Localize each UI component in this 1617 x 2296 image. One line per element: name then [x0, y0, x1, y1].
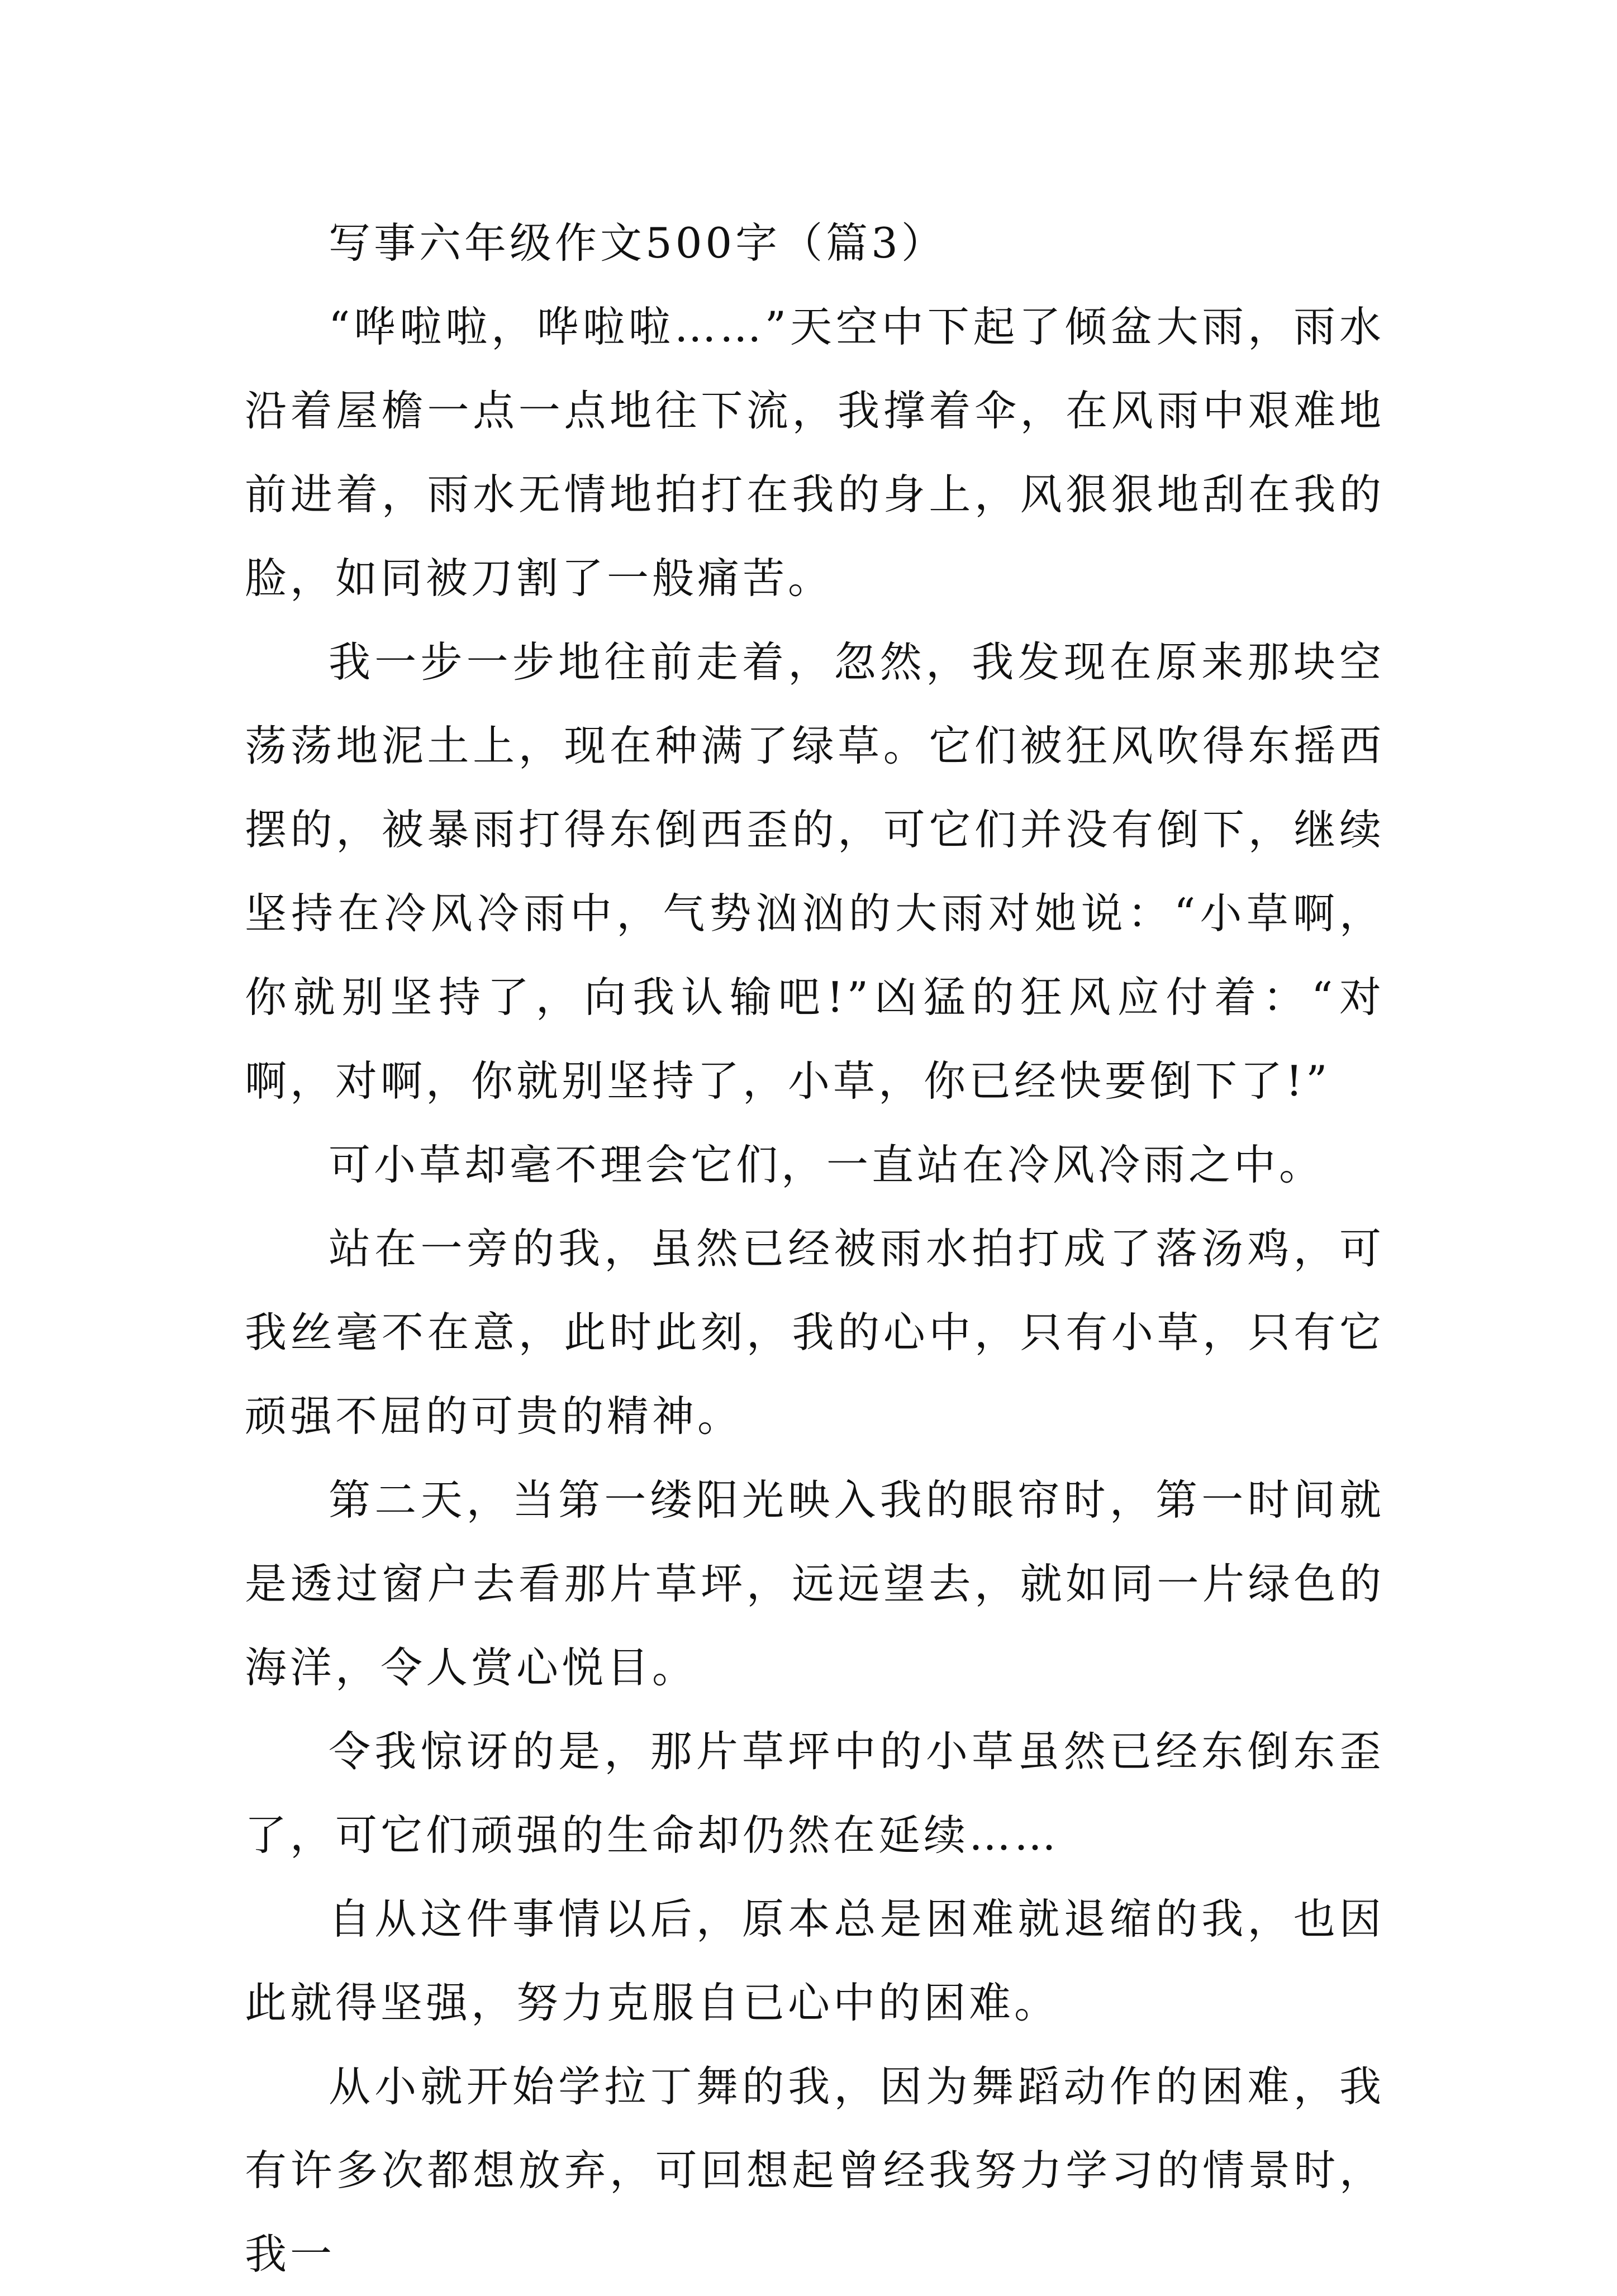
paragraph-5: 第二天，当第一缕阳光映入我的眼帘时，第一时间就是透过窗户去看那片草坪，远远望去，就如同一片绿色的海洋，令人赏心悦目。 — [245, 1475, 1385, 1692]
paragraph-1: “哗啦啦，哗啦啦……”天空中下起了倾盆大雨，雨水沿着屋檐一点一点地往下流，我撑着伞，在风雨中艰难地前进着，雨水无情地拍打在我的身上，风狠狠地刮在我的脸，如同被刀割了一般痛苦。 — [245, 302, 1385, 603]
paragraph-4: 站在一旁的我，虽然已经被雨水拍打成了落汤鸡，可我丝毫不在意，此时此刻，我的心中，只有小草，只有它顽强不屈的可贵的精神。 — [245, 1224, 1385, 1441]
paragraph-3: 可小草却毫不理会它们，一直站在冷风冷雨之中。 — [329, 1140, 1325, 1189]
paragraph-8: 从小就开始学拉丁舞的我，因为舞蹈动作的困难，我有许多次都想放弃，可回想起曾经我努力学习的情景时，我一 — [245, 2062, 1385, 2279]
paragraph-2: 我一步一步地往前走着，忽然，我发现在原来那块空荡荡地泥土上，现在种满了绿草。它们被狂风吹得东摇西摆的，被暴雨打得东倒西歪的，可它们并没有倒下，继续坚持在冷风冷雨中，气势汹汹的大雨对她说：“小草啊，你就别坚持了，向我认输吧!”凶猛的狂风应付着：“对啊，对啊，你就别坚持了，小草，你已经快要倒下了!” — [245, 637, 1385, 1106]
essay-body — [245, 201, 1385, 2296]
paragraph-7: 自从这件事情以后，原本总是困难就退缩的我，也因此就得坚强，努力克服自已心中的困难。 — [245, 1894, 1385, 2027]
paragraph-6: 令我惊讶的是，那片草坪中的小草虽然已经东倒东歪了，可它们顽强的生命却仍然在延续…… — [245, 1727, 1385, 1860]
essay-title: 写事六年级作文500字（篇3） — [329, 218, 947, 268]
